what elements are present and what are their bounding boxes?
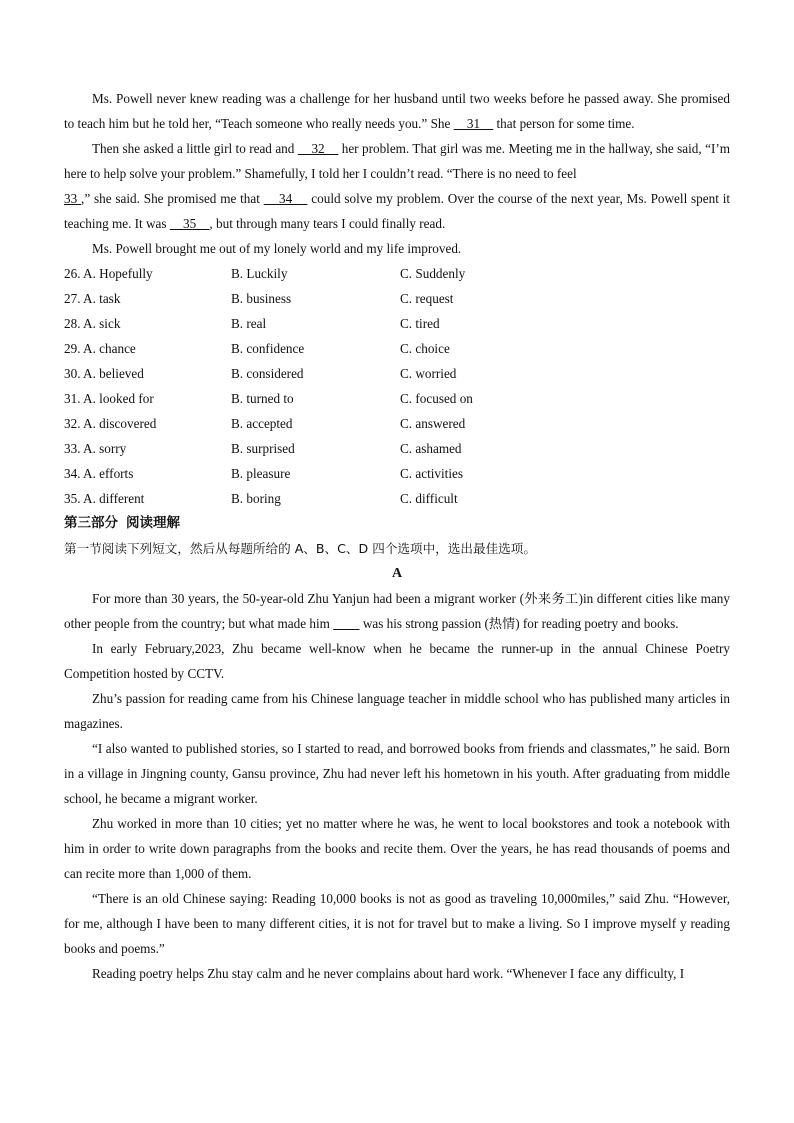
option-c: C. tired	[400, 316, 440, 331]
cloze-paragraph-3: Ms. Powell brought me out of my lonely world and my life improved.	[92, 241, 462, 256]
option-a: 31. A. looked for	[64, 391, 154, 406]
option-b: B. pleasure	[231, 466, 291, 481]
option-a: 26. A. Hopefully	[64, 266, 153, 281]
option-a: 34. A. efforts	[64, 466, 134, 481]
text: , but through many tears I could finally read.	[209, 216, 446, 231]
option-b: B. real	[231, 316, 267, 331]
passage-label: A	[391, 566, 403, 581]
option-c: C. choice	[400, 341, 450, 356]
passage-paragraph-4: “I also wanted to published stories, so I started to read, and borrowed books from friends and classmates,” he said. Born in a village in Jingning county, Gansu province, Zhu had never left his hometown in his youth. After graduating from middle school, he became a migrant worker.	[64, 741, 730, 806]
text: was his strong passion (热情) for reading poetry and books.	[359, 616, 679, 631]
document-content	[64, 86, 730, 986]
option-row	[64, 386, 730, 411]
passage-paragraph-2: In early February,2023, Zhu became well-know when he became the runner-up in the annual Chinese Poetry Competition hosted by CCTV.	[64, 641, 730, 681]
blank-34: 34	[263, 191, 308, 206]
option-a: 27. A. task	[64, 291, 121, 306]
option-a: 33. A. sorry	[64, 441, 127, 456]
option-b: B. boring	[231, 491, 281, 506]
option-row	[64, 436, 730, 461]
option-c: C. Suddenly	[400, 266, 466, 281]
option-c: C. activities	[400, 466, 463, 481]
section-instruction: 第一节阅读下列短文，然后从每题所给的 A、B、C、D 四个选项中，选出最佳选项。	[64, 541, 536, 556]
option-b: B. surprised	[231, 441, 295, 456]
option-c: C. worried	[400, 366, 457, 381]
passage-paragraph-1	[64, 586, 730, 636]
text: that person for some time.	[493, 116, 635, 131]
option-a: 29. A. chance	[64, 341, 136, 356]
option-row	[64, 311, 730, 336]
passage-paragraph-5: Zhu worked in more than 10 cities; yet no matter where he was, he went to local bookstores and took a notebook with him in order to write down paragraphs from the books and recite them. Over the years, he has read thousands of poems and can recite more than 1,000 of them.	[64, 816, 730, 881]
section-title-part: 阅读理解	[126, 515, 180, 531]
option-c: C. answered	[400, 416, 466, 431]
text: Then she asked a little girl to read and	[92, 141, 298, 156]
option-b: B. business	[231, 291, 292, 306]
option-row	[64, 336, 730, 361]
option-a: 32. A. discovered	[64, 416, 157, 431]
option-c: C. focused on	[400, 391, 473, 406]
text: For more than 30 years, the 50-year-old Zhu Yanjun had been a migrant worker (外来务工)in different cities like many other people from the country; but what made him	[64, 591, 730, 631]
option-row	[64, 461, 730, 486]
passage-paragraph-3: Zhu’s passion for reading came from his Chinese language teacher in middle school who has published many articles in magazines.	[64, 691, 730, 731]
option-b: B. accepted	[231, 416, 293, 431]
text: her problem. That girl was me. Meeting me in the hallway, she said, “I’m here to help solve your problem.” Shamefully, I told her I couldn’t read. “There is no need to feel	[64, 141, 731, 181]
option-row	[64, 261, 730, 286]
section-title-part: 第三部分	[64, 515, 118, 531]
option-b: B. Luckily	[231, 266, 288, 281]
option-b: B. confidence	[231, 341, 305, 356]
blank-33: 33	[64, 191, 78, 206]
option-b: B. turned to	[231, 391, 294, 406]
option-a: 35. A. different	[64, 491, 145, 506]
blank-35: 35	[169, 216, 210, 231]
option-c: C. difficult	[400, 491, 458, 506]
option-a: 30. A. believed	[64, 366, 144, 381]
option-row	[64, 411, 730, 436]
passage-paragraph-7: Reading poetry helps Zhu stay calm and he never complains about hard work. “Whenever I face any difficulty, I	[92, 966, 685, 981]
blank-32: 32	[297, 141, 339, 156]
option-c: C. request	[400, 291, 454, 306]
cloze-paragraph-1	[64, 86, 730, 136]
option-a: 28. A. sick	[64, 316, 121, 331]
text: Ms. Powell never knew reading was a challenge for her husband until two weeks before he passed away. She promised to teach him but he told her, “Teach someone who really needs you.” She	[64, 91, 730, 131]
blank	[333, 616, 359, 631]
option-c: C. ashamed	[400, 441, 462, 456]
option-row	[64, 486, 730, 511]
passage-paragraph-6: “There is an old Chinese saying: Reading 10,000 books is not as good as traveling 10,000miles,” said Zhu. “However, for me, although I have been to many different cities, it is not for travel but to make a living. So I improve myself y reading books and poems.”	[64, 891, 730, 956]
option-b: B. considered	[231, 366, 304, 381]
section-title	[64, 511, 730, 536]
option-row	[64, 286, 730, 311]
options-list	[64, 261, 730, 511]
blank-31: 31	[453, 116, 494, 131]
cloze-paragraph-2	[64, 136, 730, 236]
text: ,” she said. She promised me that	[81, 191, 264, 206]
option-row	[64, 361, 730, 386]
text: could solve my problem. Over the course of the next year, Ms. Powell spent it teaching me. It was	[64, 191, 731, 231]
